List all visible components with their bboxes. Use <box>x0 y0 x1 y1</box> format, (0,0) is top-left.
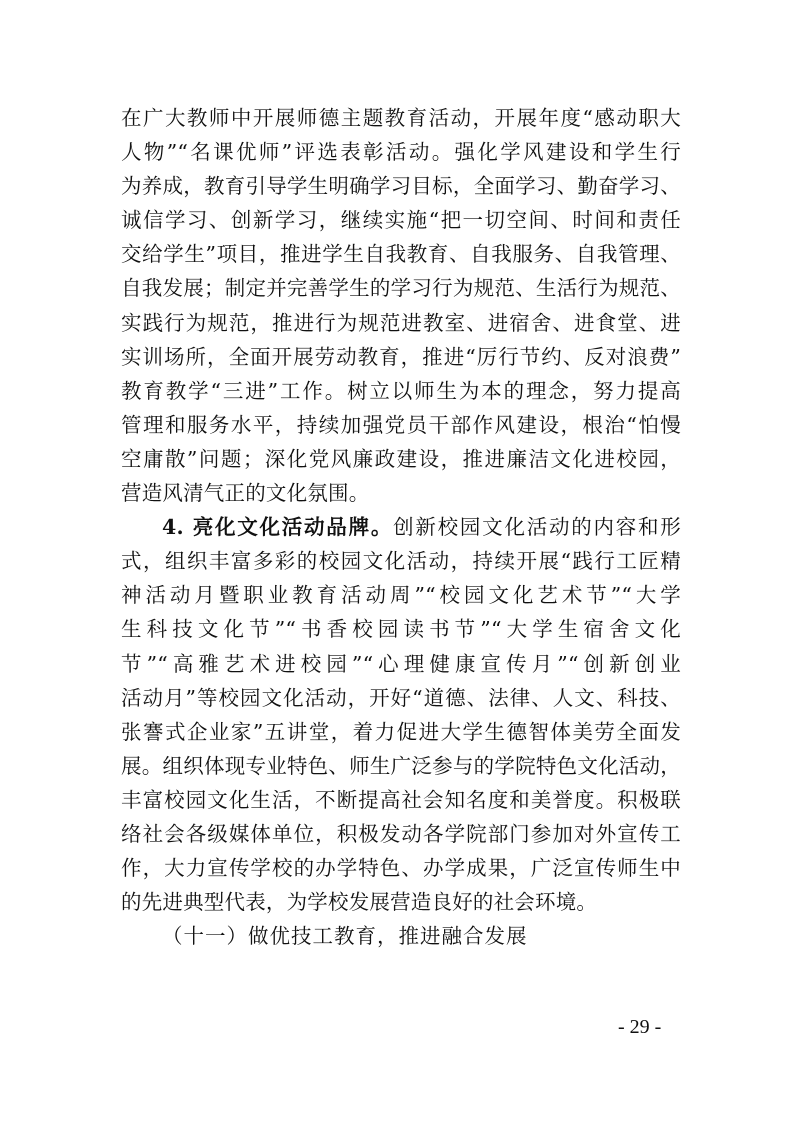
text-line: 实训场所，全面开展劳动教育，推进“厉行节约、反对浪费” <box>121 344 681 369</box>
body-text <box>121 101 681 953</box>
paragraph-teacher-ethics <box>121 101 681 510</box>
text-line: 神活动月暨职业教育活动周”“校园文化艺术节”“大学 <box>121 583 681 608</box>
subsection-heading: （十一）做优技工教育，推进融合发展 <box>162 924 528 949</box>
text-line: 张謇式企业家”五讲堂，着力促进大学生德智体美劳全面发 <box>121 719 681 744</box>
text-line: 实践行为规范，推进行为规范进教室、进宿舍、进食堂、进 <box>121 310 681 335</box>
text-line: 在广大教师中开展师德主题教育活动，开展年度“感动职大 <box>121 106 681 130</box>
text-line: 营造风清气正的文化氛围。 <box>121 481 370 506</box>
text-line: 自我发展；制定并完善学生的学习行为规范、生活行为规范、 <box>121 276 681 301</box>
paragraph-heading: 4. 亮化文化活动品牌。 <box>162 515 394 540</box>
text-line: 节”“高雅艺术进校园”“心理健康宣传月”“创新创业 <box>121 651 681 676</box>
text-line: 为养成，教育引导学生明确学习目标，全面学习、勤奋学习、 <box>121 174 681 199</box>
text-line: 展。组织体现专业特色、师生广泛参与的学院特色文化活动， <box>121 753 681 778</box>
paragraph-culture-brand <box>121 510 681 919</box>
paragraph-heading-rest: 创新校园文化活动的内容和形 <box>393 515 682 540</box>
text-line: 的先进典型代表，为学校发展营造良好的社会环境。 <box>121 890 598 915</box>
text-line <box>121 510 681 544</box>
text-line: 空庸散”问题；深化党风廉政建设，推进廉洁文化进校园， <box>121 446 681 471</box>
text-line: 式，组织丰富多彩的校园文化活动，持续开展“践行工匠精 <box>121 549 681 574</box>
text-line: 活动月”等校园文化活动，开好“道德、法律、人文、科技、 <box>121 685 681 710</box>
text-line: 生科技文化节”“书香校园读书节”“大学生宿舍文化 <box>121 617 681 642</box>
text-line: 作，大力宣传学校的办学特色、办学成果，广泛宣传师生中 <box>121 856 681 881</box>
text-line: 络社会各级媒体单位，积极发动各学院部门参加对外宣传工 <box>121 821 681 846</box>
text-line: 人物”“名课优师”评选表彰活动。强化学风建设和学生行 <box>121 140 681 165</box>
text-line: 管理和服务水平，持续加强党员干部作风建设，根治“怕慢 <box>121 412 681 437</box>
text-line: 教育教学“三进”工作。树立以师生为本的理念，努力提高 <box>121 378 681 403</box>
text-line: 丰富校园文化生活，不断提高社会知名度和美誉度。积极联 <box>121 787 681 812</box>
text-line: 诚信学习、创新学习，继续实施“把一切空间、时间和责任 <box>121 208 681 233</box>
page-number: - 29 - <box>618 1016 662 1038</box>
text-line: 交给学生”项目，推进学生自我教育、自我服务、自我管理、 <box>121 242 681 267</box>
